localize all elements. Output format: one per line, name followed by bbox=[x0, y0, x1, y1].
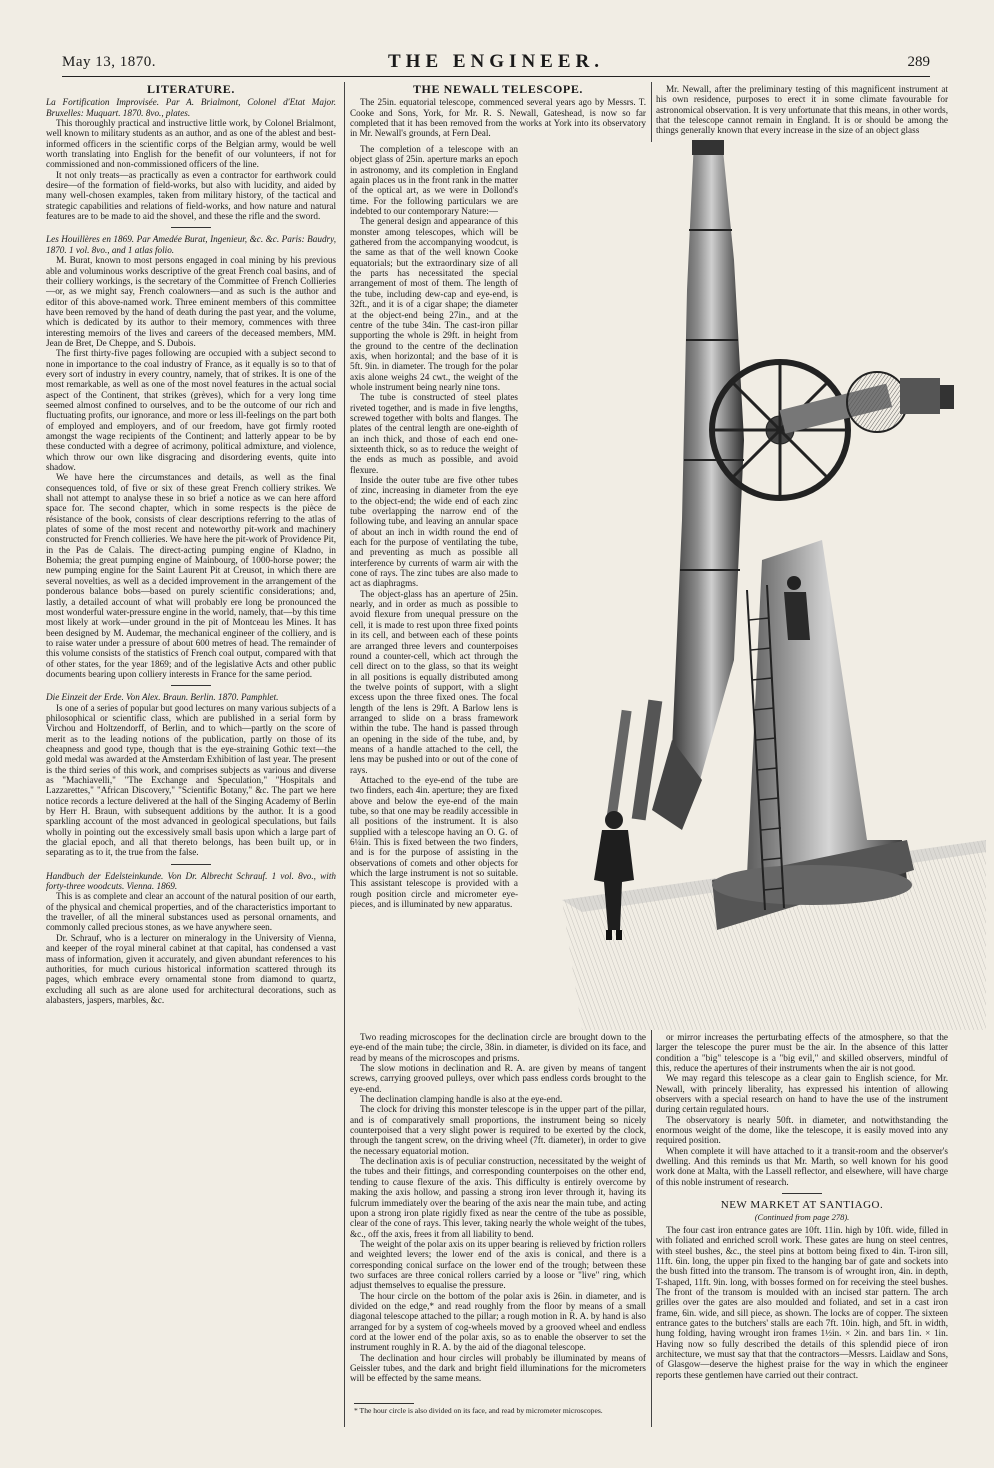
santiago-heading: NEW MARKET AT SANTIAGO. bbox=[720, 1199, 884, 1212]
book-title: La Fortification Improvisée. Par A. Brialmont, Colonel d'Etat Major. Bruxelles: Muquart. 1870. 8vo., plates. bbox=[46, 97, 336, 118]
paragraph: Two reading microscopes for the declination circle are brought down to the eye-end of the main tube; the circle, 38in. in diameter, is divided on its face, and read by means of the microscopes and prisms. bbox=[350, 1032, 646, 1063]
footnote-rule bbox=[354, 1403, 414, 1404]
paragraph: This is as complete and clear an account of the natural position of our earth, of the physical and chemical properties, and of the characteristics important to the traveller, of all the mineral substances used as personal ornaments, and commonly called precious stones, as we have anywhere seen. bbox=[46, 891, 336, 933]
paragraph: Mr. Newall, after the preliminary testing of this magnificent instrument at his own residence, purposes to erect it in some climate favourable for astronomical observation. It is very unfortunate that this means, in other words, that the telescope cannot remain in England. It is or should be among the things generally known that every increase in the size of an object glass bbox=[656, 84, 948, 136]
paragraph: The observatory is nearly 50ft. in diameter, and notwithstanding the enormous weight of the dome, like the telescope, it is easily moved into any required position. bbox=[656, 1114, 948, 1146]
section-rule bbox=[171, 227, 211, 228]
column-divider bbox=[344, 82, 345, 1427]
footnote: * The hour circle is also divided on its face, and read by micrometer microscopes. bbox=[354, 1406, 603, 1415]
book-review bbox=[46, 234, 336, 679]
paragraph: We may regard this telescope as a clear gain to English science, for Mr. Newall, with princely liberality, has expressed his intention of allowing observers with a special research on hand to have the use of the instrument during certain regulated hours. bbox=[656, 1073, 948, 1115]
page-number: 289 bbox=[907, 54, 930, 70]
paragraph: The four cast iron entrance gates are 10ft. 11in. high by 10ft. wide, filled in with foliated and enriched scroll work. These gates are hung on steel centres, with steel bushes, &c., the steel pins at bottom being fixed to 4in. T-iron sill, 11ft. 6in. long, the upper pin fixed to the hanging bar of gate and sockets into the bush fitted into the transom. The transom is of wrought iron, 4in. in depth, T-shaped, 11ft. 9in. long, with bosses formed on for receiving the steel bushes. The front of the transom is moulded with an incised star pattern. The arch grilles over the gates are also moulded and foliated, and set in a cast iron frame, 6in. wide, and sill piece, as shown. The locks are of copper. The sixteen entrance gates to the butchers' stalls are each 7ft. 10in. high, and 5ft. in width, hung folding, having wrought iron frames 1½in. × 2in. and bars 1in. × 1in. Having now so fully described the details of this splendid piece of iron architecture, we must say that that the contractors—Messrs. Laidlaw and Sons, of Glasgow—deserve the highest praise for the way in which the engineer reports these gentlemen have carried out their contract. bbox=[656, 1224, 948, 1380]
paragraph: Attached to the eye-end of the tube are two finders, each 4in. aperture; they are fixed above and below the eye-end of the main tube, so that one may be readily accessible in all positions of the instrument. It is also supplied with a telescope having an O. G. of 6¼in. This is fixed between the two finders, and is for the purpose of assisting in the observations of comets and other objects for which the large instrument is not so suitable. This assistant telescope is provided with a rough position circle and micrometer eye-pieces, and is illuminated by new apparatus. bbox=[350, 774, 518, 910]
continued-note: (Continued from page 278). bbox=[754, 1211, 850, 1222]
paragraph: It not only treats—as practically as even a contractor for earthwork could desire—of the formation of field-works, but also with lucidity, and aided by many well-chosen examples, taken from military history, of the tactical and strategic capabilities and relations of field-works, and how nature and natural features are to be made to aid the shovel, and these the rifle and the sword. bbox=[46, 169, 336, 222]
section-rule bbox=[782, 1193, 822, 1194]
book-review bbox=[46, 97, 336, 221]
paragraph: The general design and appearance of this monster among telescopes, which will be gathered from the accompanying woodcut, is the same as that of the well known Cooke equatorials; but the extraordinary size of all the parts has necessitated the special arrangement of most of them. The length of the tube, including dew-cap and eye-end, is 32ft., and it is of a cigar shape; the diameter at the object-end being 27in., and at the centre of the tube 34in. The cast-iron pillar supporting the whole is 29ft. in height from the ground to the centre of the declination axis, when horizontal; and the base of it is 5ft. 9in. in diameter. The trough for the polar axis alone weighs 24 cwt., the weight of the whole instrument being nearly nine tons. bbox=[350, 216, 518, 392]
telescope-lower-column bbox=[350, 1032, 646, 1402]
section-rule bbox=[171, 685, 211, 686]
paragraph: The clock for driving this monster telescope is in the upper part of the pillar, and is of comparatively small proportions, the instrument being so nicely counterpoised that a very slight power is required to be exerted by the clock, through the tangent screw, on the driving wheel (7ft. diameter), in order to give the necessary equatorial motion. bbox=[350, 1104, 646, 1156]
issue-date: May 13, 1870. bbox=[62, 54, 156, 70]
telescope-narrow-column bbox=[350, 144, 518, 1030]
column-divider bbox=[651, 1030, 652, 1427]
paragraph: or mirror increases the perturbating effects of the atmosphere, so that the larger the telescope the purer must be the air. In the absence of this latter condition a "big" telescope is a "big evil," and skilled observers, mindful of this, reduce the apertures of their instruments when the air is not good. bbox=[656, 1032, 948, 1074]
literature-heading: LITERATURE. bbox=[146, 84, 236, 96]
paragraph: Inside the outer tube are five other tubes of zinc, increasing in diameter from the eye to the object-end; the wide end of each zinc tube overlapping the narrow end of the following tube, and leaving an annular space of about an inch in width round the end of each for the purpose of ventilating the tube, and preventing as much as possible all interference by currents of warm air with the cone of rays. The zinc tubes are also made to act as diaphragms. bbox=[350, 475, 518, 589]
right-column-top bbox=[656, 84, 948, 142]
paragraph: Is one of a series of popular but good lectures on many various subjects of a philosophical or scientific class, which are published in a serial form by Virchou and Holtzendorff, of Berlin, and to which—partly on the score of merit as to the leading notions of the publication, partly on those of its cheapness and good type, though that is the eye-straining Gothic text—the gold medal was awarded at the Amsterdam Exhibition of last year. The present is the third series of this work, and comprises subjects as various and diverse as "Machiavelli," "The Exchange and Speculation," "Hospitals and Lazzarettes," "African Discovery," "Scientific Botany," &c. The part we here notice records a lecture delivered at the hall of the Singing Academy of Berlin by Herr H. Braun, with subsequent additions by the author. It is a good sparkling account of the most advanced in geological speculations, but fails wholly in pointing out the excessively small basis upon which a large part of the glacial epoch, and all that thereto belongs, has been built up, or in separating as to it, the true from the false. bbox=[46, 702, 336, 858]
masthead bbox=[62, 50, 930, 77]
book-title: Handbuch der Edelsteinkunde. Von Dr. Albrecht Schrauf. 1 vol. 8vo., with forty-three woodcuts. Vienna. 1869. bbox=[46, 870, 336, 892]
paragraph: The hour circle on the bottom of the polar axis is 26in. in diameter, and is divided on the edge,* and read roughly from the floor by means of a small diagonal telescope attached to the pillar; a rough motion in R. A. by hand is also arranged for by a system of cog-wheels moved by a grooved wheel and endless cord at the lower end of the polar axis, so as to enable the observer to set the instrument roughly in R. A. by the aid of the diagonal telescope. bbox=[350, 1290, 646, 1353]
paragraph: The 25in. equatorial telescope, commenced several years ago by Messrs. T. Cooke and Sons, York, for Mr. R. S. Newall, Gateshead, is now so far completed that it has been removed from the works at York into its observatory in Mr. Newall's grounds, at Fern Deal. bbox=[350, 97, 646, 139]
paragraph: The tube is constructed of steel plates riveted together, and is made in five lengths, screwed together with bolts and flanges. The plates of the central length are one-eighth of an inch thick, and those of each end one-sixteenth thick, so as to reduce the weight of the ends as much as possible, and avoid flexure. bbox=[350, 392, 518, 475]
paragraph: M. Burat, known to most persons engaged in coal mining by his previous able and voluminous works descriptive of the great French coal basins, and of their colliery workings, is the secretary of the Committee of French Collieries—or, as we might say, French coalowners—and as such is the author and editor of this above-named work. Three eminent members of this committee have been removed by the hand of death during the past year, and the volume, which is dedicated by its author to their memory, commences with three interesting memoirs of the lives and careers of the deceased members, MM. Jean de Bret, De Cheppe, and S. Dubois. bbox=[46, 255, 336, 348]
paragraph: The first thirty-five pages following are occupied with a subject second to none in importance to the coal industry of France, as it equally is so to that of every sort of industry in every country, namely, that of strikes. It is one of the most remarkable, as well as one of the most novel features in the actual social aspect of the Continent, that strikes (grèves), which for a very long time seemed almost confined to ourselves, and to be the outcome of our rich and fluctuating profits, our ignorance, and more or less ill-feelings on the part both of employed and employers, and of our freedom, have got firmly rooted amongst the wage recipients of the Continent; and latterly appear to be by these conducted with a degree of acrimony, political admixture, and violence, which throw our own like disgracing and disordering events, quite into shadow. bbox=[46, 348, 336, 473]
paragraph: The declination clamping handle is also at the eye-end. bbox=[360, 1094, 563, 1105]
paragraph: The slow motions in declination and R. A. are given by means of tangent screws, carrying grooved pulleys, over which pass endless cords brought to the eye-end. bbox=[350, 1063, 646, 1094]
right-column-lower bbox=[656, 1032, 948, 1432]
telescope-tube bbox=[672, 140, 744, 780]
column-divider bbox=[651, 82, 652, 142]
paragraph: When complete it will have attached to it a transit-room and the observer's dwelling. And this reminds us that Mr. Marth, so well known for his good work done at Malta, with the Lassell reflector, and elsewhere, will have charge of this noble instrument of research. bbox=[656, 1145, 948, 1187]
section-rule bbox=[171, 864, 211, 865]
paragraph: The declination and hour circles will probably be illuminated by means of Geissler tubes, and the dark and bright field illuminations for the micrometers will be effected by the same means. bbox=[350, 1352, 646, 1384]
paragraph: The weight of the polar axis on its upper bearing is relieved by friction rollers and weighted levers; the lower end of the axis is conical, and there is a corresponding conical surface on the lower end of the trough; between these two surfaces are three conical rollers carried by a loose or "live" ring, which adjust themselves to equalise the pressure. bbox=[350, 1238, 646, 1291]
paragraph: Dr. Schrauf, who is a lecturer on mineralogy in the University of Vienna, and keeper of the royal mineral cabinet at that capital, has condensed a vast mass of information, given it accurately, and given abundant references to his authorities, for much curious historical information scattered through its pages, which embrace every ornamental stone from diamond to quartz, excluding all such as are alone used for architectural decorations, such as alabasters, jaspers, marbles, &c. bbox=[46, 932, 336, 1005]
book-title: Die Einzeit der Erde. Von Alex. Braun. Berlin. 1870. Pamphlet. bbox=[46, 692, 279, 703]
paragraph: This thoroughly practical and instructive little work, by Colonel Brialmont, well known to military students as an author, and as one of the ablest and best-informed officers in the scientific corps of the Belgian army, would be well worth translating into English for the benefit of our volunteers, if not for commissioned and non-commissioned officers of the line. bbox=[46, 118, 336, 170]
paragraph: The declination axis is of peculiar construction, necessitated by the weight of the tubes and their fittings, and corresponding counterpoises on the other end, tending to cause flexure of the axis. This difficulty is entirely overcome by making the axis hollow, and passing a strong iron lever through it, having its fulcrum immediately over the bearing of the axis near the main tube, and acting upon a strong iron plate rigidly fixed as near the centre of the tube as possible, clear of the cone of rays. This lever, taking nearly the whole weight of the tubes, &c., off the axis, frees it from all liability to bend. bbox=[350, 1156, 646, 1239]
telescope-woodcut bbox=[522, 140, 986, 1030]
literature-column bbox=[46, 84, 336, 1429]
declination-circle bbox=[712, 362, 848, 498]
book-review bbox=[46, 871, 336, 1005]
paragraph: The completion of a telescope with an object glass of 25in. aperture marks an epoch in astronomy, and its completion in England again places us in the front rank in the matter of the optical art, as we were in Dollond's time. For the following particulars we are indebted to our contemporary Nature:— bbox=[350, 144, 518, 217]
journal-title: THE ENGINEER. bbox=[388, 51, 604, 72]
telescope-intro bbox=[350, 84, 646, 144]
pillar bbox=[712, 540, 914, 930]
paragraph: We have here the circumstances and details, as well as the final consequences told, of five or six of these great French colliery strikes. We shall not attempt to analyse these in so brief a notice as we can here afford space for. The second chapter, which in some respects is the pièce de résistance of the book, consists of clear descriptions referring to the atlas of plates of some of the most recent and noteworthy pit-work and machinery constructed for French collieries. We have here the pit-work of Providence Pit, in the Pas de Calais. The direct-acting pumping engine of Kladno, in Bohemia; the great pumping engine of Mainbourg, of 1000-horse power; the new pumping engine for the Saint Laurent Pit at Creusot, in which there are several novelties, as well as a decided improvement in the arrangement of the ponderous balance bobs—based on purely scientific considerations; and, lastly, a detailed account of what will probably ere long be pronounced the most wonderful water-pressure engine in the world, namely, that—by this time most likely at work—under ground in the pit of Montceau les Mines. It has been designed by M. Audemar, the mechanical engineer of the colliery, and is to raise water under a pressure of about 600 metres of head. The remainder of this volume consists of the statistics of French coal output, compared with that of other states, for the year 1869; and of the legislative Acts and other public documents bearing upon colliery interests in France for the same period. bbox=[46, 472, 336, 679]
book-review bbox=[46, 692, 336, 858]
telescope-heading: THE NEWALL TELESCOPE. bbox=[412, 84, 584, 96]
paragraph: The object-glass has an aperture of 25in. nearly, and in order as much as possible to avoid flexure from unequal pressure on the cell, it is made to rest upon three fixed points in its cell, and between each of these points are arranged three levers and counterpoises round a counter-cell, which act through the cell direct on to the glass, so that its weight in all positions is equally distributed among the twelve points of support, with a slight excess upon the three fixed ones. The focal length of the lens is 29ft. A Barlow lens is arranged to slide on a brass framework within the tube. The hand is passed through an opening in the side of the tube, and, by means of a handle attached to the cell, the lens may be pushed into or out of the cone of rays. bbox=[350, 588, 518, 775]
book-title: Les Houillères en 1869. Par Amedée Burat, Ingenieur, &c. &c. Paris: Baudry, 1870. 1 vol. 8vo., and 1 atlas folio. bbox=[46, 234, 336, 255]
